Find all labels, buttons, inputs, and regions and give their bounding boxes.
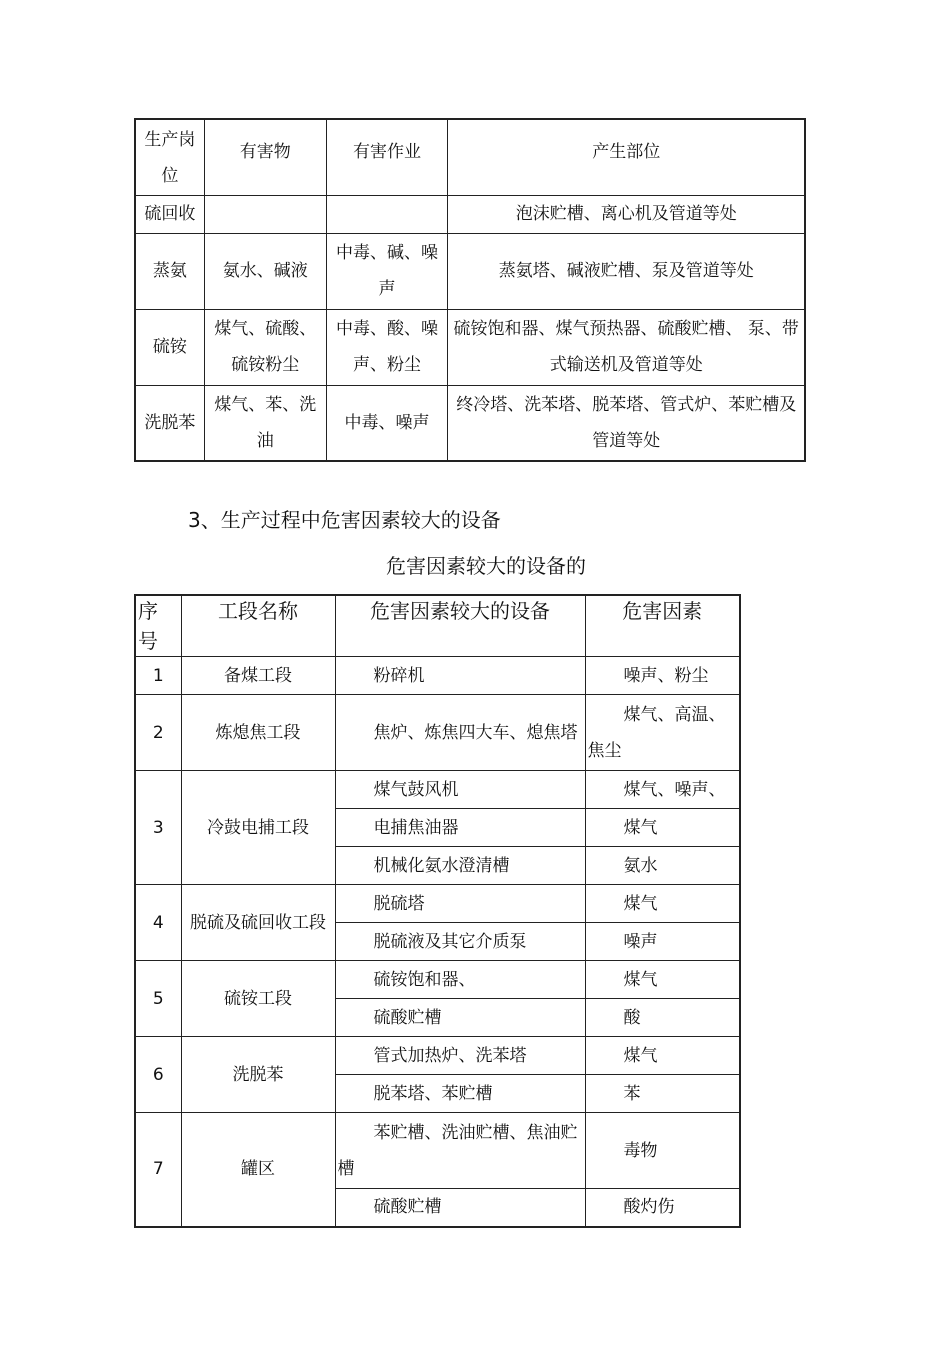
cell-equipment: 硫酸贮槽 [335,999,585,1037]
cell-location: 泡沫贮槽、离心机及管道等处 [448,195,805,233]
cell-hazard: 噪声 [585,923,740,961]
cell-hazard: 毒物 [585,1113,740,1189]
cell-stage: 冷鼓电捕工段 [181,771,335,885]
header-hazard: 危害因素 [585,595,740,657]
cell-no: 1 [135,657,181,695]
cell-equipment: 脱硫液及其它介质泵 [335,923,585,961]
cell-equipment: 脱苯塔、苯贮槽 [335,1075,585,1113]
table-header-row [135,119,805,195]
table-row [135,695,740,771]
cell-stage: 备煤工段 [181,657,335,695]
table-row [135,309,805,385]
table-row [135,771,740,809]
cell-hazard: 煤气 [585,1037,740,1075]
cell-no: 4 [135,885,181,961]
cell-stage: 硫铵工段 [181,961,335,1037]
cell-no: 6 [135,1037,181,1113]
cell-equipment: 煤气鼓风机 [335,771,585,809]
cell-post: 蒸氨 [135,233,204,309]
cell-substance: 煤气、苯、洗油 [204,385,326,461]
header-post: 生产岗位 [135,119,204,195]
cell-equipment: 焦炉、炼焦四大车、熄焦塔 [335,695,585,771]
cell-stage: 洗脱苯 [181,1037,335,1113]
table-row [135,195,805,233]
cell-stage: 炼熄焦工段 [181,695,335,771]
cell-location: 终冷塔、洗苯塔、脱苯塔、管式炉、苯贮槽及管道等处 [448,385,805,461]
cell-operation: 中毒、酸、噪声、粉尘 [326,309,448,385]
header-no: 序号 [135,595,181,657]
cell-stage: 脱硫及硫回收工段 [181,885,335,961]
cell-equipment: 硫铵饱和器、 [335,961,585,999]
header-operation: 有害作业 [326,119,448,195]
cell-hazard: 酸 [585,999,740,1037]
table-row [135,1037,740,1075]
cell-post: 洗脱苯 [135,385,204,461]
table-row [135,961,740,999]
table-row [135,233,805,309]
cell-no: 7 [135,1113,181,1227]
table-row [135,885,740,923]
cell-equipment: 管式加热炉、洗苯塔 [335,1037,585,1075]
cell-hazard: 苯 [585,1075,740,1113]
table-header-row [135,595,740,657]
cell-substance: 煤气、硫酸、硫铵粉尘 [204,309,326,385]
cell-equipment: 脱硫塔 [335,885,585,923]
table-row [135,657,740,695]
cell-no: 5 [135,961,181,1037]
cell-hazard: 煤气 [585,809,740,847]
cell-operation [326,195,448,233]
header-location: 产生部位 [448,119,805,195]
hazard-substance-table [134,118,806,462]
cell-equipment: 硫酸贮槽 [335,1189,585,1227]
cell-hazard: 煤气、噪声、 [585,771,740,809]
header-equipment: 危害因素较大的设备 [335,595,585,657]
hazard-equipment-table [134,594,741,1228]
cell-stage: 罐区 [181,1113,335,1227]
cell-substance: 氨水、碱液 [204,233,326,309]
cell-hazard: 氨水 [585,847,740,885]
cell-post: 硫铵 [135,309,204,385]
table-title: 危害因素较大的设备的 [386,554,586,578]
table-row [135,1113,740,1189]
cell-hazard: 噪声、粉尘 [585,657,740,695]
cell-operation: 中毒、噪声 [326,385,448,461]
cell-hazard: 酸灼伤 [585,1189,740,1227]
cell-equipment: 苯贮槽、洗油贮槽、焦油贮槽 [335,1113,585,1189]
cell-post: 硫回收 [135,195,204,233]
cell-operation: 中毒、碱、噪声 [326,233,448,309]
cell-hazard: 煤气 [585,885,740,923]
section-heading: 3、生产过程中危害因素较大的设备 [188,508,501,532]
cell-no: 3 [135,771,181,885]
cell-equipment: 粉碎机 [335,657,585,695]
cell-substance [204,195,326,233]
table-row [135,385,805,461]
cell-equipment: 机械化氨水澄清槽 [335,847,585,885]
header-substance: 有害物 [204,119,326,195]
cell-hazard: 煤气、高温、焦尘 [585,695,740,771]
cell-hazard: 煤气 [585,961,740,999]
cell-no: 2 [135,695,181,771]
cell-location: 蒸氨塔、碱液贮槽、泵及管道等处 [448,233,805,309]
cell-location: 硫铵饱和器、煤气预热器、硫酸贮槽、 泵、带式输送机及管道等处 [448,309,805,385]
cell-equipment: 电捕焦油器 [335,809,585,847]
header-stage: 工段名称 [181,595,335,657]
